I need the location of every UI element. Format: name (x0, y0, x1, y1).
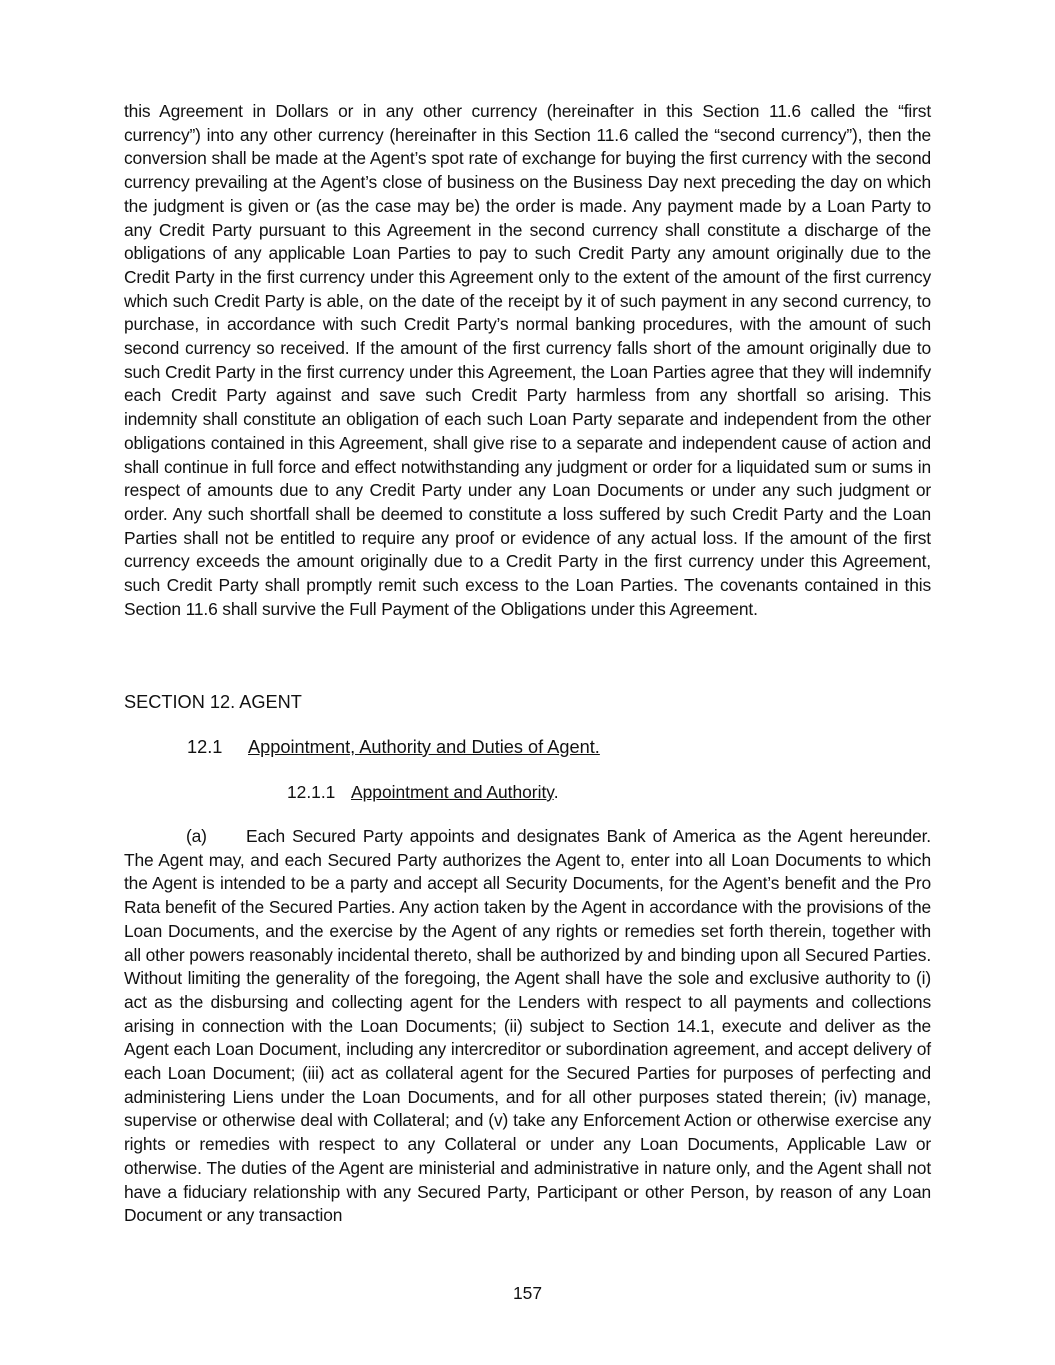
clause-paragraph-a (124, 825, 931, 1228)
page-number: 157 (512, 1283, 542, 1303)
body-paragraph-continued: this Agreement in Dollars or in any other currency (hereinafter in this Section 11.6 called the “first currency”) into any other currency (hereinafter in this Section 11.6 called the “second currency”), then the conversion shall be made at the Agent’s spot rate of exchange for buying the first currency with the second currency prevailing at the Agent’s close of business on the Business Day next preceding the day on which the judgment is given or (as the case may be) the order is made. Any payment made by a Loan Party to any Credit Party pursuant to this Agreement in the second currency shall constitute a discharge of the obligations of any applicable Loan Parties to pay to such Credit Party any amount originally due to the Credit Party in the first currency under this Agreement only to the extent of the amount of the first currency which such Credit Party is able, on the date of the receipt by it of such payment in any second currency, to purchase, in accordance with such Credit Party’s normal banking procedures, with the amount of such second currency so received. If the amount of the first currency falls short of the amount originally due to such Credit Party in the first currency under this Agreement, the Loan Parties agree that they will indemnify each Credit Party against and save such Credit Party harmless from any shortfall so arising. This indemnity shall constitute an obligation of each such Loan Party separate and independent from the other obligations contained in this Agreement, shall give rise to a separate and independent cause of action and shall continue in full force and effect notwithstanding any judgment or order for a liquidated sum or sums in respect of amounts due to any Credit Party under any Loan Documents or under any such judgment or order. Any such shortfall shall be deemed to constitute a loss suffered by such Credit Party and the Loan Parties shall not be entitled to require any proof or evidence of any actual loss. If the amount of the first currency exceeds the amount originally due to a Credit Party in the first currency under this Agreement, such Credit Party shall promptly remit such excess to the Loan Parties. The covenants contained in this Section 11.6 shall survive the Full Payment of the Obligations under this Agreement. (124, 101, 931, 619)
subsubsection-number: 12.1.1 (287, 782, 336, 802)
section-heading: SECTION 12. AGENT (124, 692, 302, 712)
subsection-heading (187, 735, 600, 759)
clause-label: (a) (186, 826, 207, 846)
subsection-number: 12.1 (187, 737, 223, 757)
subsection-title: Appointment, Authority and Duties of Agent. (248, 737, 600, 757)
subsubsection-period: . (553, 782, 559, 802)
subsubsection-heading (287, 780, 559, 804)
clause-text: Each Secured Party appoints and designates Bank of America as the Agent hereunder. The Agent may, and each Secured Party authorizes the Agent to, enter into all Loan Documents to which the Agent is intended to be a party and accept all Security Documents, for the Agent’s benefit and the Pro Rata benefit of the Secured Parties. Any action taken by the Agent in accordance with the provisions of the Loan Documents, and the exercise by the Agent of any rights or remedies set forth therein, together with all other powers reasonably incidental thereto, shall be authorized by and binding upon all Secured Parties. Without limiting the generality of the foregoing, the Agent shall have the sole and exclusive authority to (i) act as the disbursing and collecting agent for the Lenders with respect to all payments and collections arising in connection with the Loan Documents; (ii) subject to Section 14.1, execute and deliver as the Agent each Loan Document, including any intercreditor or subordination agreement, and accept delivery of each Loan Document; (iii) act as collateral agent for the Secured Parties for purposes of perfecting and administering Liens under the Loan Documents, and for all other purposes stated therein; (iv) manage, supervise or otherwise deal with Collateral; and (v) take any Enforcement Action or otherwise exercise any rights or remedies with respect to any Collateral or under any Loan Documents, Applicable Law or otherwise. The duties of the Agent are ministerial and administrative in nature only, and the Agent shall not have a fiduciary relationship with any Secured Party, Participant or other Person, by reason of any Loan Document or any transaction (124, 826, 931, 1226)
subsubsection-title: Appointment and Authority (351, 782, 554, 802)
